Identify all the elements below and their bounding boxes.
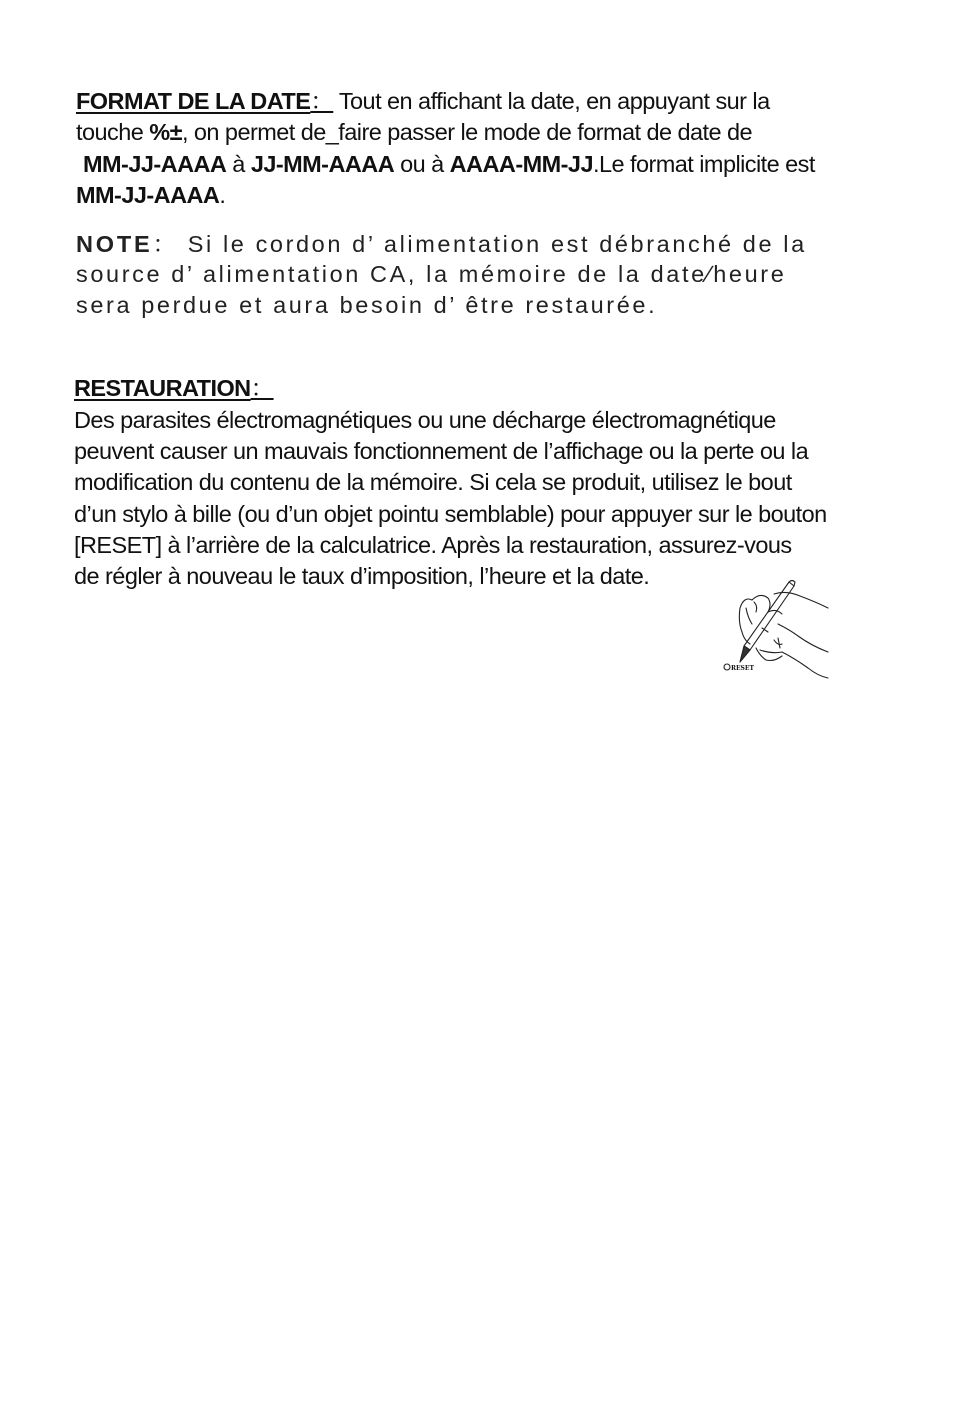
reset-line-2 bbox=[74, 436, 808, 467]
reset-line-4-text: d’un stylo à bille (ou d’un objet pointu semblable) pour appuyer sur le bouton bbox=[74, 501, 827, 527]
reset-line-3 bbox=[74, 467, 792, 498]
format-line-2-prefix: touche bbox=[76, 119, 150, 145]
reset-line-2-text: peuvent causer un mauvais fonctionnement de l’affichage ou la perte ou la bbox=[74, 438, 809, 464]
format-line-4-suffix: . bbox=[219, 182, 226, 208]
note-colon: ： bbox=[152, 231, 179, 257]
format-heading-colon: ： bbox=[310, 88, 334, 114]
reset-heading-colon: ： bbox=[250, 375, 274, 401]
reset-line-6-text: de régler à nouveau le taux d’imposition, l’heure et la date. bbox=[74, 563, 650, 589]
reset-section bbox=[74, 373, 904, 603]
format-jj-mm-aaaa: JJ-MM-AAAA bbox=[250, 151, 395, 177]
note-section bbox=[76, 229, 906, 329]
format-heading: FORMAT DE LA DATE bbox=[76, 88, 311, 114]
reset-line-5 bbox=[74, 530, 792, 561]
format-sep-2: ou à bbox=[394, 151, 450, 177]
reset-line-1 bbox=[74, 405, 776, 436]
format-mm-jj-aaaa: MM-JJ-AAAA bbox=[83, 151, 227, 177]
format-aaaa-mm-jj: AAAA-MM-JJ bbox=[449, 151, 593, 177]
format-line-1 bbox=[76, 86, 770, 117]
format-line-1-text: Tout en affichant la date, en appuyant sur la bbox=[333, 88, 770, 114]
reset-line-3-text: modification du contenu de la mémoire. Si cela se produit, utilisez le bout bbox=[74, 469, 792, 495]
format-sep-1: à bbox=[226, 151, 251, 177]
note-line-1 bbox=[76, 229, 807, 260]
format-line-2 bbox=[76, 117, 752, 148]
format-line-2-suffix: , on permet de_faire passer le mode de format de date de bbox=[181, 119, 753, 145]
note-line-2 bbox=[76, 259, 786, 290]
note-line-3-text: sera perdue et aura besoin d’ être restaurée. bbox=[76, 292, 658, 318]
reset-label: RESET bbox=[731, 665, 754, 672]
reset-heading-line bbox=[74, 373, 274, 404]
note-label: NOTE bbox=[76, 231, 153, 257]
format-line-3 bbox=[83, 149, 815, 180]
format-date-section bbox=[76, 86, 906, 216]
reset-line-1-text: Des parasites électromagnétiques ou une décharge électromagnétique bbox=[74, 407, 776, 433]
note-line-1-text: Si le cordon d’ alimentation est débranché de la bbox=[178, 231, 807, 257]
hand-pressing-reset-icon bbox=[716, 578, 834, 680]
reset-line-6 bbox=[74, 561, 649, 592]
reset-line-5-text: [RESET] à l’arrière de la calculatrice. Après la restauration, assurez-vous bbox=[74, 532, 792, 558]
reset-heading: RESTAURATION bbox=[74, 375, 251, 401]
format-line-3-suffix: .Le format implicite est bbox=[592, 151, 815, 177]
percent-plusminus-key: %± bbox=[149, 119, 182, 145]
reset-line-4 bbox=[74, 499, 827, 530]
format-default: MM-JJ-AAAA bbox=[76, 182, 220, 208]
format-line-4 bbox=[76, 180, 225, 211]
note-line-3 bbox=[76, 290, 657, 321]
note-line-2-text: source d’ alimentation CA, la mémoire de la date∕heure bbox=[76, 261, 787, 287]
